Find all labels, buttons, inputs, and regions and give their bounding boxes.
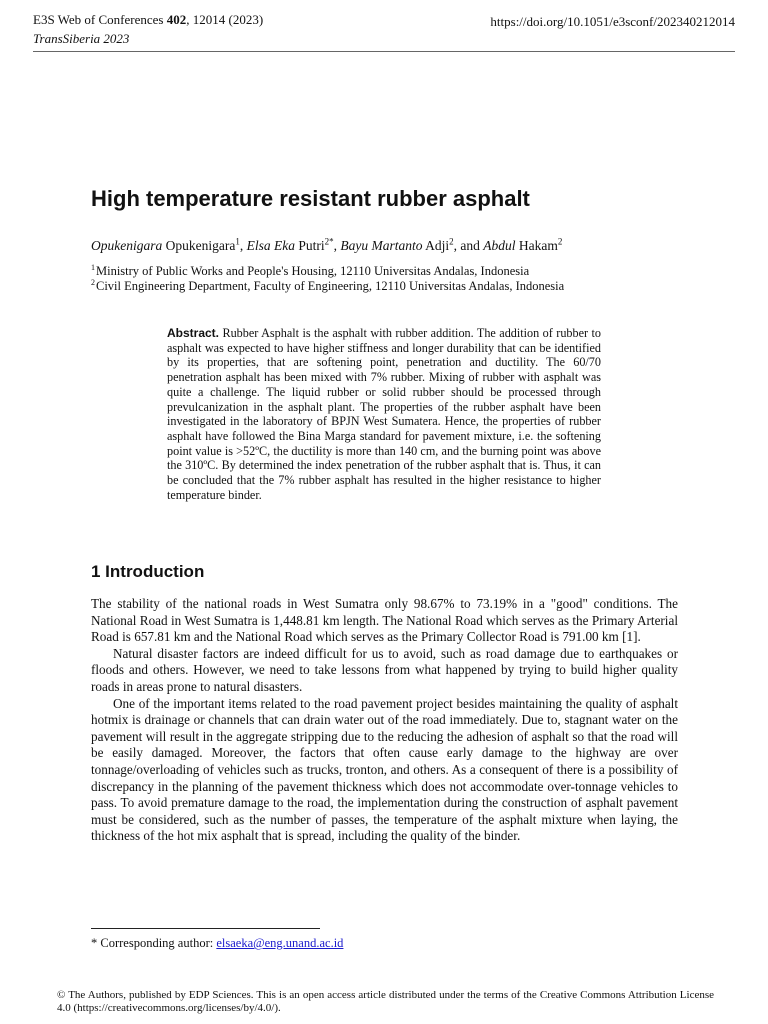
header-divider [33, 51, 735, 52]
doi-link[interactable]: https://doi.org/10.1051/e3sconf/202340212014 [490, 14, 735, 29]
paragraph: The stability of the national roads in West Sumatra only 98.67% to 73.19% in a "good" conditions. The National Road in West Sumatra is 1,448.81 km length. The National Road which serves as the Primary Arterial Road is 657.81 km and the National Road which serves as the Primary Collector Road is 791.00 km [1]. [91, 596, 678, 645]
abstract [167, 326, 601, 502]
journal-volume: 402 [166, 12, 187, 27]
abstract-text: Rubber Asphalt is the asphalt with rubber addition. The addition of rubber to asphalt was expected to have higher stiffness and longer durability that can be identified by its properties, that are softening point, penetration and ductility. The 60/70 penetration asphalt has been mixed with 7% rubber. Mixing of rubber with asphalt was quite a challenge. The liquid rubber or solid rubber should be processed through prevulcanization in the asphalt plant. The properties of the rubber asphalt have been investigated in the laboratory of BPJN West Sumatera. Hence, the properties of rubber asphalt have followed the Bina Marga standard for pavement mixture, i.e. the softening point value is >52ºC, the ductility is more than 140 cm, and the burning point was above the 310ºC. By determined the index penetration of the rubber asphalt that is. Thus, it can be concluded that the 7% rubber asphalt has resulted in the higher resistance to higher temperature binder. [167, 326, 601, 502]
paper-title: High temperature resistant rubber asphalt [91, 186, 530, 211]
author: Elsa Eka Putri$^{2*}$, [246, 236, 341, 253]
license-notice: © The Authors, published by EDP Sciences. This is an open access article distributed under the terms of the Creative Commons Attribution License 4.0 (https://creativecommons.org/licenses/by/4.0/). [57, 989, 714, 1014]
affiliation-1: $^1$Ministry of Public Works and People's Housing, 12110 Universitas Andalas, Indonesia [91, 262, 530, 278]
author: Opukenigara Opukenigara$^1$, [91, 236, 247, 253]
email-link[interactable]: elsaeka@eng.unand.ac.id [216, 936, 344, 950]
paragraph: One of the important items related to the road pavement project besides maintaining the quality of asphalt hotmix is drainage or channels that can drain water out of the road immediately. Due to, stagnant water on the pavement will result in the aggregate stripping due to the reducing the adhesion of asphalt so that the road will be easily damaged. Moreover, the factors that often cause early damage to the highway are over tonnage/overloading of vehicles such as trucks, tronton, and others. As a consequent of there is a possibility of discrepancy in the planning of the pavement thickness which does not accommodate over-tonnage vehicles to pass. To avoid premature damage to the road, the implementation during the construction of asphalt pavement must be considered, such as the number of passes, the temperature of the asphalt mixture when laying, the thickness of the hot mix asphalt that is spread, including the quality of the binder. [91, 695, 678, 844]
conference-name: TransSiberia 2023 [33, 31, 130, 46]
author-list [91, 238, 562, 254]
author: Abdul Hakam$^2$ [483, 236, 563, 253]
footnote-divider [91, 928, 320, 929]
abstract-label: Abstract. [167, 326, 220, 340]
corresponding-author-footnote: * Corresponding author: elsaeka@eng.unand.ac.id [91, 936, 344, 950]
paragraph: Natural disaster factors are indeed difficult for us to avoid, such as road damage due to earthquakes or floods and others. However, we need to take lessons from what happened by trying to build higher quality roads in areas prone to natural disasters. [91, 645, 678, 694]
affiliation-2: $^2$Civil Engineering Department, Faculty of Engineering, 12110 Universitas Andalas, Indonesia [91, 277, 565, 293]
journal-article-number: , 12014 (2023) [186, 12, 264, 27]
journal-citation [33, 12, 263, 28]
author: Bayu Martanto Adji$^2$, and [340, 236, 484, 253]
section-heading: 1 Introduction [91, 562, 205, 581]
journal-name: E3S Web of Conferences [33, 12, 167, 27]
section-body [91, 596, 678, 845]
